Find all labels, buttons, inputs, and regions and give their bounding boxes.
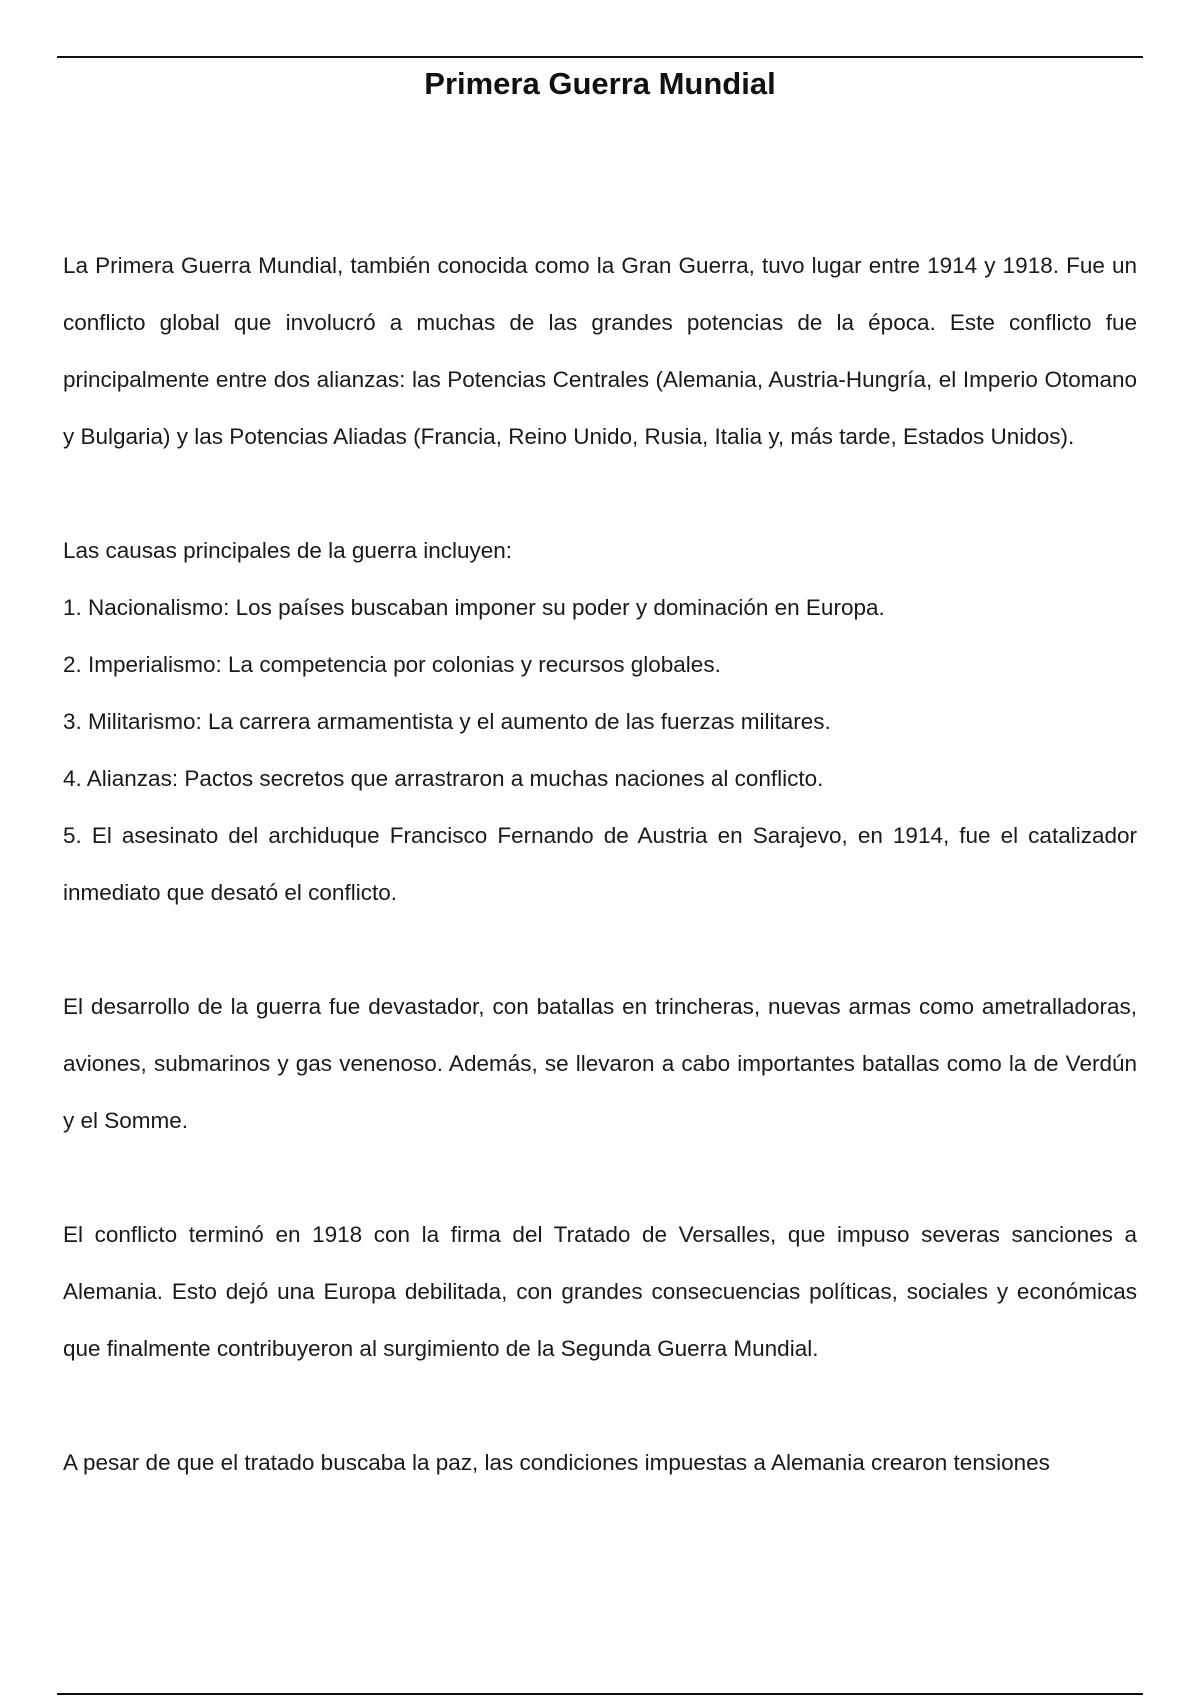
document-body <box>63 237 1137 1491</box>
paragraph-spacer <box>63 921 1137 978</box>
cause-item-3: 3. Militarismo: La carrera armamentista y el aumento de las fuerzas militares. <box>63 709 831 734</box>
cause-item-2: 2. Imperialismo: La competencia por colonias y recursos globales. <box>63 652 721 677</box>
paragraph-ending: El conflicto terminó en 1918 con la firma del Tratado de Versalles, que impuso severas sanciones a Alemania. Esto dejó una Europa debilitada, con grandes consecuencias políticas, sociales y económicas que finalmente contribuyeron al surgimiento de la Segunda Guerra Mundial. <box>63 1222 1137 1361</box>
paragraph-intro: La Primera Guerra Mundial, también conocida como la Gran Guerra, tuvo lugar entre 1914 y 1918. Fue un conflicto global que involucró a muchas de las grandes potencias de la época. Este conflicto fue principalmente entre dos alianzas: las Potencias Centrales (Alemania, Austria-Hungría, el Imperio Otomano y Bulgaria) y las Potencias Aliadas (Francia, Reino Unido, Rusia, Italia y, más tarde, Estados Unidos). <box>63 253 1137 449</box>
page-title: Primera Guerra Mundial <box>424 66 776 101</box>
causes-intro: Las causas principales de la guerra incluyen: <box>63 538 513 563</box>
cause-item-5: 5. El asesinato del archiduque Francisco Fernando de Austria en Sarajevo, en 1914, fue el catalizador inmediato que desató el conflicto. <box>63 823 1137 905</box>
cause-item-4: 4. Alianzas: Pactos secretos que arrastraron a muchas naciones al conflicto. <box>63 766 824 791</box>
cause-item-1: 1. Nacionalismo: Los países buscaban imponer su poder y dominación en Europa. <box>63 595 885 620</box>
footer-rule <box>57 1693 1143 1695</box>
paragraph-spacer <box>63 1377 1137 1434</box>
header-rule <box>57 56 1143 58</box>
paragraph-consequences: A pesar de que el tratado buscaba la paz, las condiciones impuestas a Alemania crearon tensiones <box>63 1450 1050 1475</box>
paragraph-spacer <box>63 1149 1137 1206</box>
paragraph-development: El desarrollo de la guerra fue devastador, con batallas en trincheras, nuevas armas como ametralladoras, aviones, submarinos y gas venenoso. Además, se llevaron a cabo importantes batallas como la de Verdún y el Somme. <box>63 994 1137 1133</box>
paragraph-spacer <box>63 465 1137 522</box>
